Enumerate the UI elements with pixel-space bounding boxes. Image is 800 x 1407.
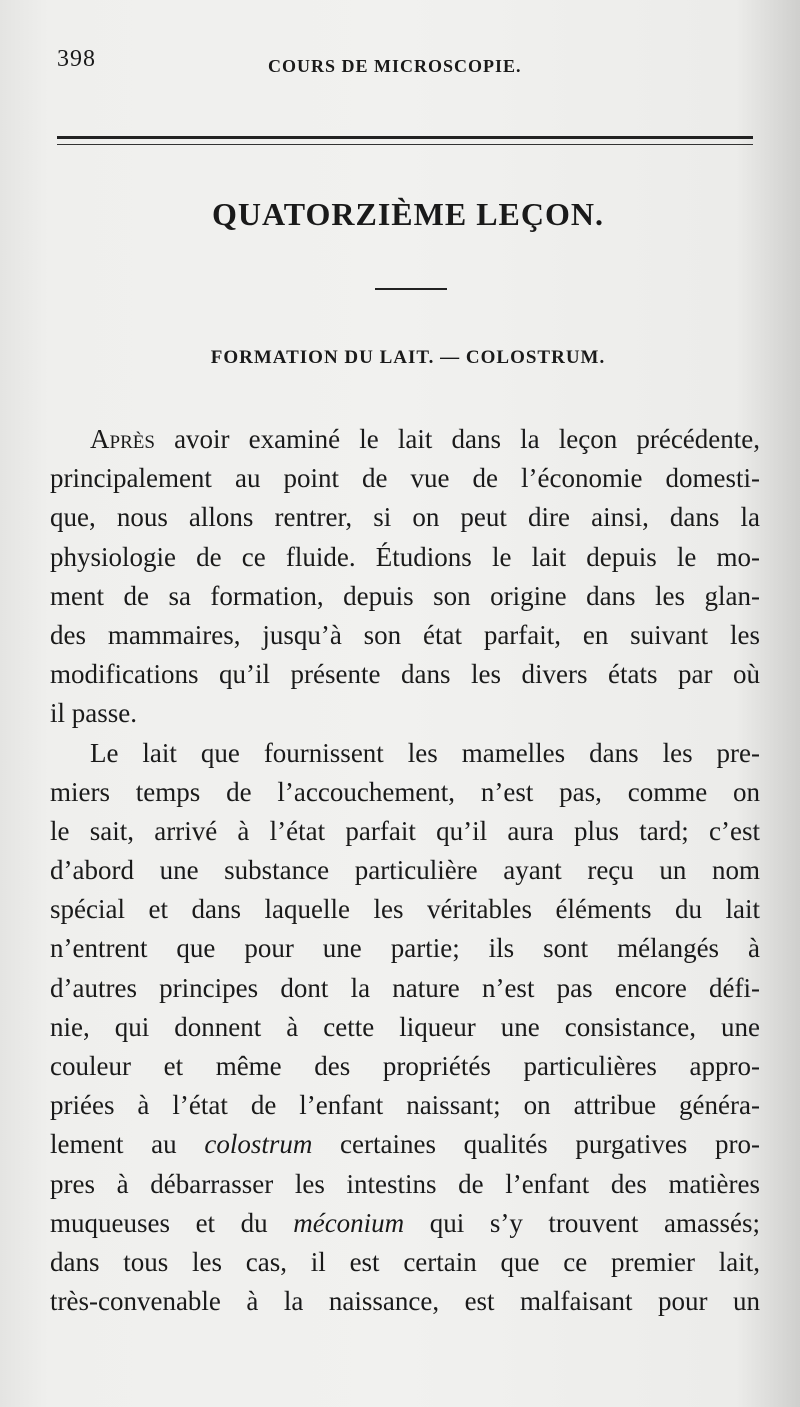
title-rule [375,288,447,290]
text-line: couleur et même des propriétés particulières appro- [50,1051,760,1081]
text-line: principalement au point de vue de l’économie domesti- [50,463,760,494]
page-number: 398 [57,46,96,72]
text-line: dans tous les cas, il est certain que ce premier lait, [50,1246,760,1277]
text-line: Après avoir examiné le lait dans la leçon précédente, [90,424,761,454]
section-title: FORMATION DU LAIT. — COLOSTRUM. [210,347,606,368]
text-line: des mammaires, jusqu’à son état parfait, en suivant les [50,619,760,650]
italic-term: méconium [293,1207,405,1238]
body-text [50,420,760,1321]
text-line: n’entrent que pour une partie; ils sont mélangés à [50,933,760,964]
text-line: ment de sa formation, depuis son origine dans les glan- [50,580,760,611]
text-line: muqueuses et du méconium qui s’y trouvent amassés; [50,1207,760,1238]
text-line: nie, qui donnent à cette liqueur une consistance, une [50,1011,760,1042]
text-line: très-convenable à la naissance, est malfaisant pour un [50,1286,760,1317]
text-line: spécial et dans laquelle les véritables éléments du lait [50,894,760,925]
text-line: priées à l’état de l’enfant naissant; on attribue généra- [50,1090,760,1121]
text-line: pres à débarrasser les intestins de l’enfant des matières [50,1168,760,1199]
text-line: d’abord une substance particulière ayant reçu un nom [50,855,760,886]
italic-term: colostrum [204,1129,313,1160]
header-rule-thick [57,136,753,139]
chapter-title: QUATORZIÈME LEÇON. [212,196,604,232]
lead-word: Après [90,424,155,454]
running-head: COURS DE MICROSCOPIE. [268,56,522,76]
text-line: modifications qu’il présente dans les divers états par où [50,659,760,690]
text-line: que, nous allons rentrer, si on peut dire ainsi, dans la [50,502,760,533]
text-line: il passe. [50,698,137,729]
text-line: le sait, arrivé à l’état parfait qu’il aura plus tard; c’est [50,815,760,846]
text-line: d’autres principes dont la nature n’est pas encore défi- [50,972,760,1003]
header-rule-thin [57,144,753,145]
text-line: miers temps de l’accouchement, n’est pas, comme on [50,776,760,807]
text-line: Le lait que fournissent les mamelles dans les pre- [90,737,760,768]
text-line: lement au colostrum certaines qualités purgatives pro- [50,1129,760,1160]
text-line: physiologie de ce fluide. Étudions le lait depuis le mo- [50,541,760,572]
